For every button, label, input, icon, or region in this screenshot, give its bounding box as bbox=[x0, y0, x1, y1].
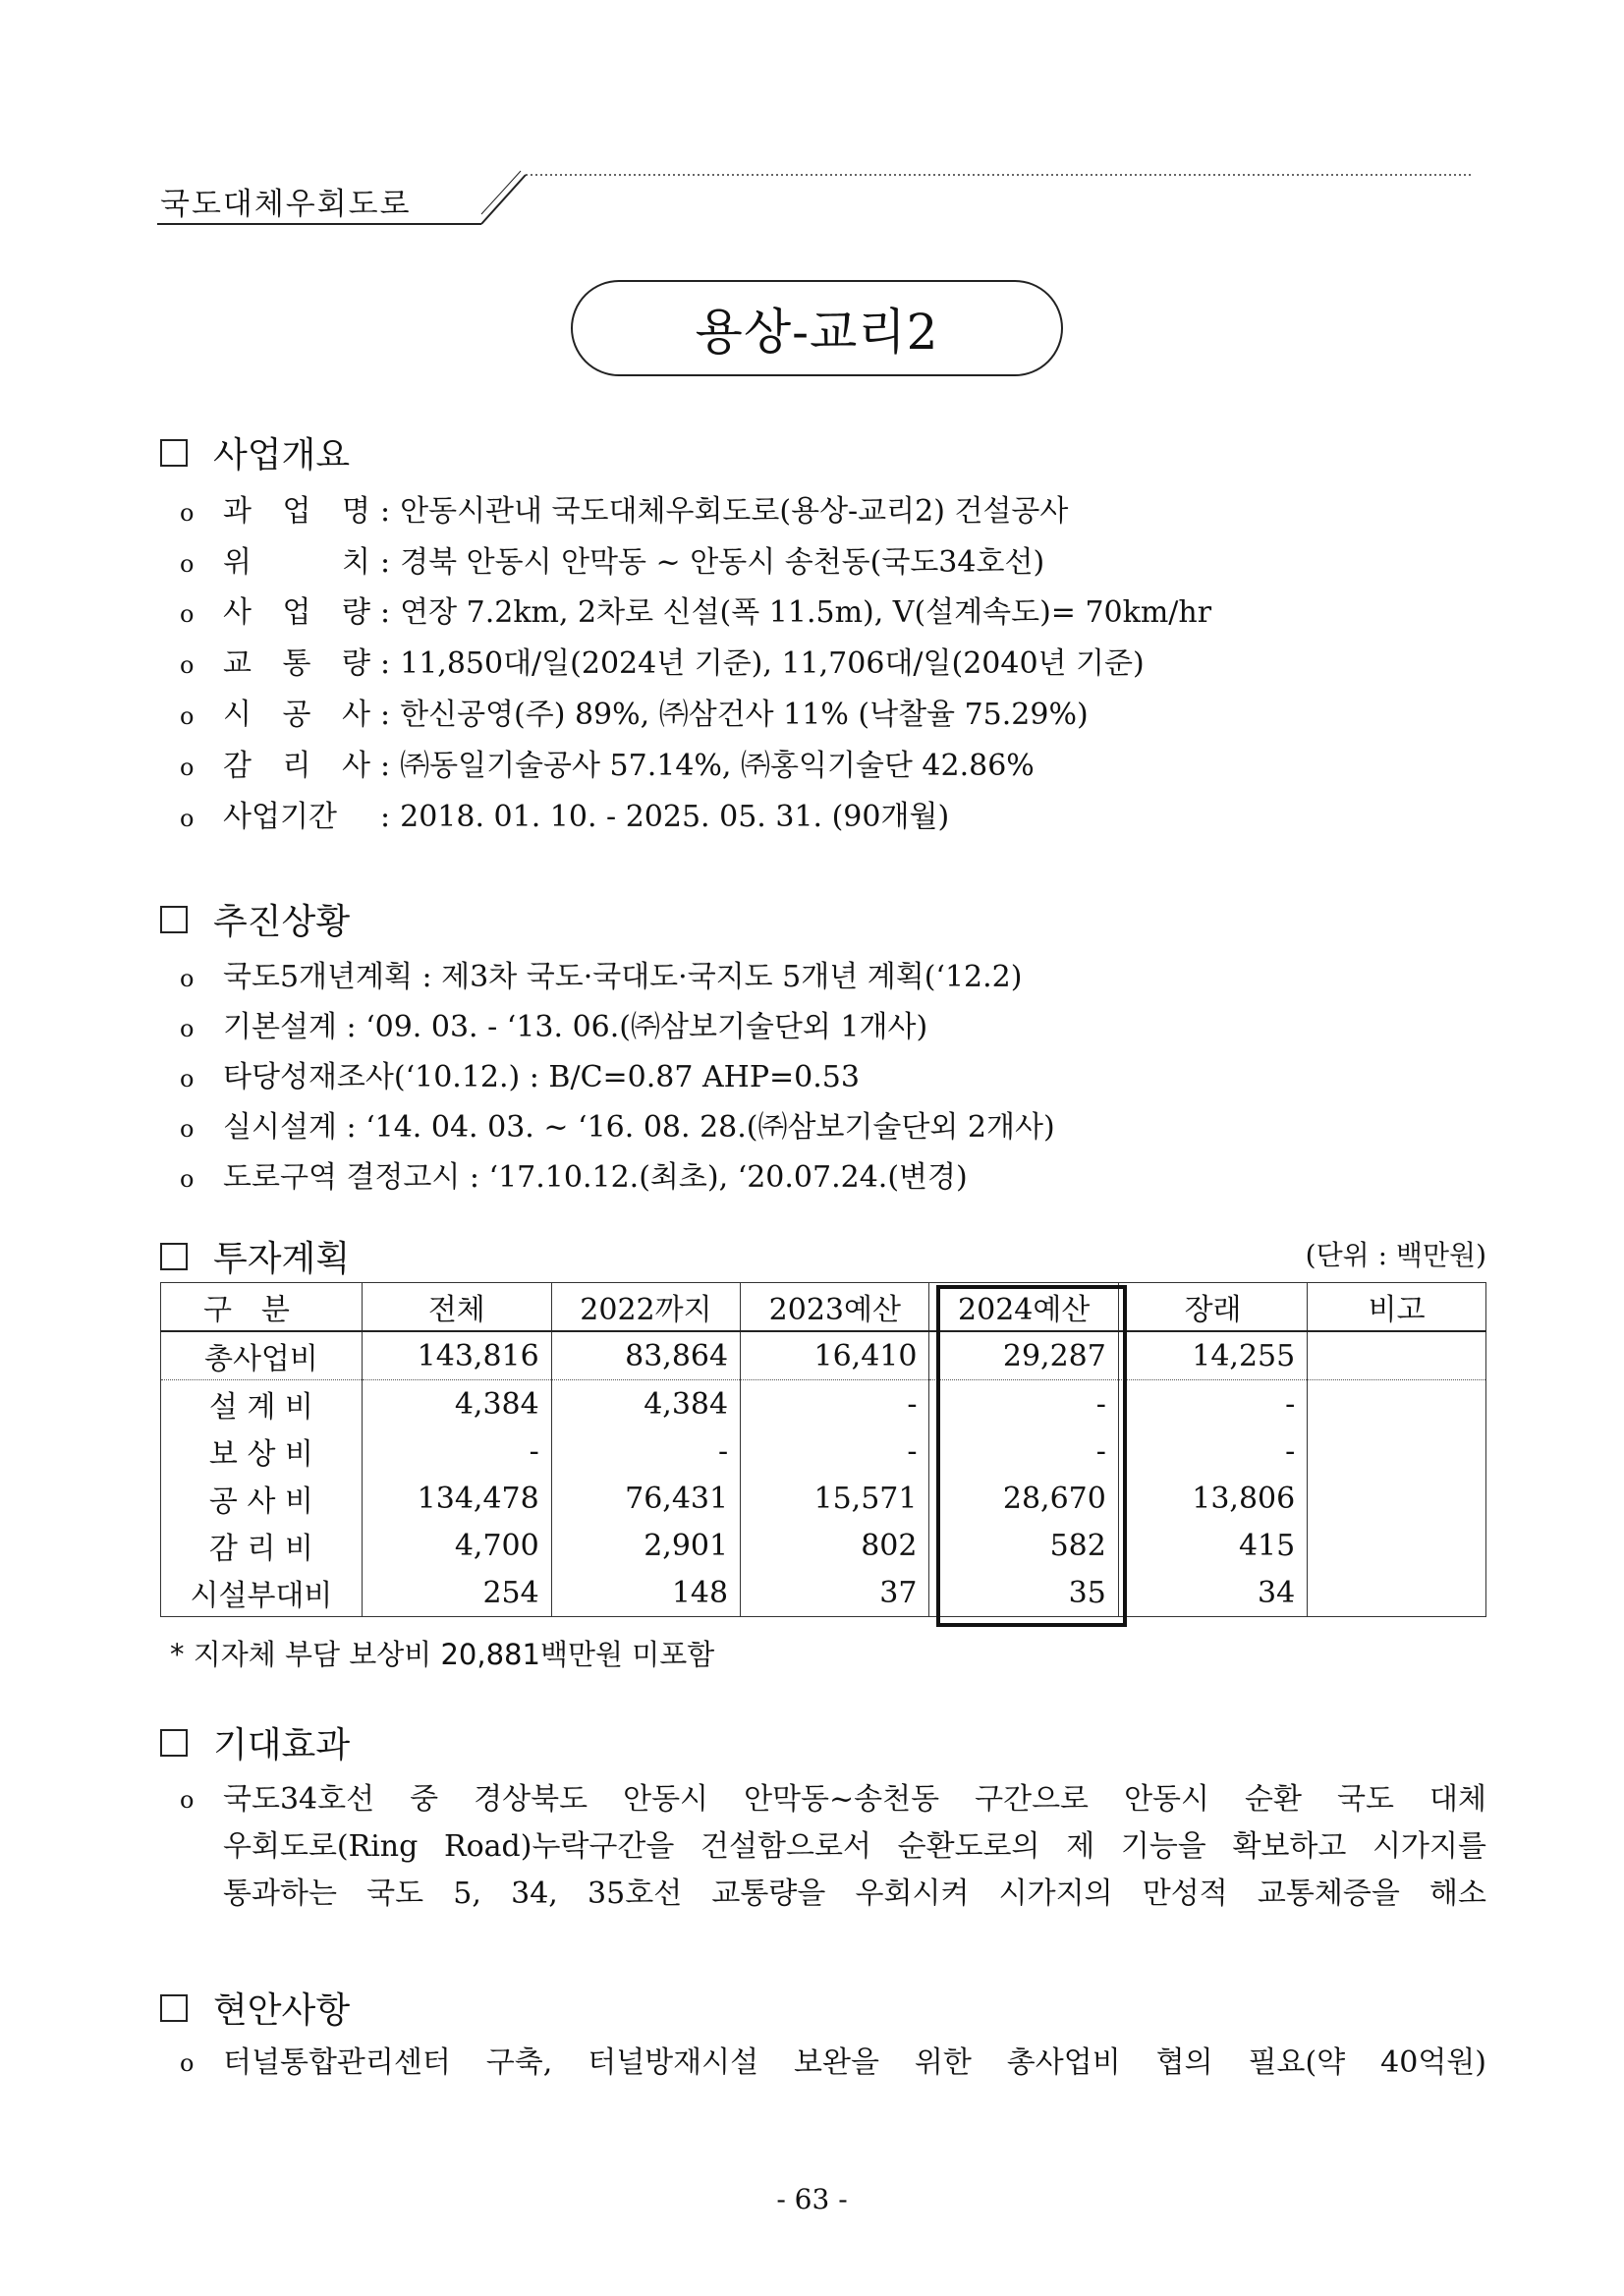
issue-text: 터널통합관리센터 구축, 터널방재시설 보완을 위한 총사업비 협의 필요(약 40억원) bbox=[223, 2045, 1486, 2080]
header-rule bbox=[157, 167, 1474, 236]
table-cell: 28,670 bbox=[929, 1475, 1118, 1522]
overview-item-value: ㈜동일기술공사 57.14%, ㈜홍익기술단 42.86% bbox=[400, 749, 1035, 783]
table-cell: 29,287 bbox=[929, 1331, 1118, 1380]
row-category: 설 계 비 bbox=[161, 1380, 363, 1428]
column-header: 2024예산 bbox=[929, 1283, 1118, 1332]
table-note: * 지자체 부담 보상비 20,881백만원 미포함 bbox=[170, 1638, 715, 1671]
table-cell: 16,410 bbox=[741, 1331, 929, 1380]
table-row bbox=[161, 1380, 1486, 1428]
paragraph-line: 우회도로(Ring Road)누락구간을 건설함으로서 순환도로의 제 기능을 확보하고 시가지를 bbox=[223, 1829, 1486, 1864]
column-header: 장래 bbox=[1118, 1283, 1307, 1332]
colon-separator: : bbox=[380, 646, 391, 681]
table-cell: 34 bbox=[1118, 1569, 1307, 1617]
column-header: 2023예산 bbox=[741, 1283, 929, 1332]
section-heading-text: 현안사항 bbox=[213, 1990, 351, 2031]
label-char: 사 bbox=[223, 595, 252, 630]
overview-item bbox=[180, 588, 1211, 631]
row-category: 공 사 비 bbox=[161, 1475, 363, 1522]
section-heading-issues bbox=[160, 1983, 350, 2033]
bullet-icon: o bbox=[180, 754, 195, 781]
row-category: 시설부대비 bbox=[161, 1569, 363, 1617]
progress-item-text: 실시설계 : ‘14. 04. 03. ~ ‘16. 08. 28.(㈜삼보기술단외 2개사) bbox=[223, 1110, 1055, 1145]
unit-label: (단위 : 백만원) bbox=[1305, 1239, 1486, 1271]
table-cell: - bbox=[1118, 1380, 1307, 1428]
table-cell: - bbox=[929, 1380, 1118, 1428]
section-heading-effects bbox=[160, 1717, 350, 1767]
row-category: 보 상 비 bbox=[161, 1428, 363, 1475]
overview-item-label bbox=[223, 792, 370, 835]
bullet-icon: o bbox=[180, 1015, 195, 1042]
checkbox-square-icon bbox=[160, 1243, 188, 1270]
bullet-icon: o bbox=[180, 1165, 195, 1193]
column-header: 구분 bbox=[161, 1283, 363, 1332]
table-cell: 76,431 bbox=[551, 1475, 740, 1522]
bullet-icon: o bbox=[180, 1065, 195, 1092]
overview-item bbox=[180, 792, 949, 835]
table-cell: 4,700 bbox=[362, 1522, 551, 1569]
label-char: 시 bbox=[223, 698, 252, 732]
progress-item bbox=[180, 1152, 968, 1196]
label-char: 명 bbox=[342, 494, 370, 529]
table-cell: - bbox=[1118, 1428, 1307, 1475]
table-cell: 802 bbox=[741, 1522, 929, 1569]
label-char: 업 bbox=[282, 595, 311, 630]
colon-separator: : bbox=[380, 545, 391, 580]
overview-item-label bbox=[223, 690, 370, 733]
label-char: 량 bbox=[342, 646, 370, 681]
effects-paragraph bbox=[180, 1776, 1486, 1918]
overview-item bbox=[180, 486, 1068, 530]
checkbox-square-icon bbox=[160, 1729, 188, 1757]
table-cell: - bbox=[929, 1428, 1118, 1475]
section-label: 국도대체우회도로 bbox=[160, 187, 412, 222]
checkbox-square-icon bbox=[160, 439, 188, 467]
table-cell: - bbox=[362, 1428, 551, 1475]
label-char: 사 bbox=[342, 749, 370, 783]
table-cell: 143,816 bbox=[362, 1331, 551, 1380]
page-number: - 63 - bbox=[776, 2183, 848, 2215]
overview-item-label bbox=[223, 537, 370, 581]
section-heading-text: 사업개요 bbox=[213, 435, 351, 476]
bullet-icon: o bbox=[180, 651, 195, 679]
section-heading-text: 기대효과 bbox=[213, 1725, 351, 1765]
table-cell bbox=[1308, 1522, 1486, 1569]
overview-item-label bbox=[223, 639, 370, 682]
row-category: 총사업비 bbox=[161, 1331, 363, 1380]
label-char: 교 bbox=[223, 646, 252, 681]
label-char: 리 bbox=[282, 749, 311, 783]
table-cell: 2,901 bbox=[551, 1522, 740, 1569]
table-cell: 83,864 bbox=[551, 1331, 740, 1380]
table-cell bbox=[1308, 1569, 1486, 1617]
label-char: 사 bbox=[342, 698, 370, 732]
table-cell: 134,478 bbox=[362, 1475, 551, 1522]
label-char: 통 bbox=[282, 646, 311, 681]
table-cell bbox=[1308, 1428, 1486, 1475]
label-char: 업 bbox=[282, 494, 311, 529]
column-header: 비고 bbox=[1308, 1283, 1486, 1332]
table-cell: 15,571 bbox=[741, 1475, 929, 1522]
progress-item-text: 기본설계 : ‘09. 03. - ‘13. 06.(㈜삼보기술단외 1개사) bbox=[223, 1010, 928, 1044]
overview-item-value: 안동시관내 국도대체우회도로(용상-교리2) 건설공사 bbox=[400, 494, 1069, 529]
bullet-icon: o bbox=[180, 805, 195, 832]
table-header-row bbox=[161, 1283, 1486, 1332]
table-row bbox=[161, 1331, 1486, 1380]
label-char: 위 bbox=[223, 545, 252, 580]
table-cell: - bbox=[551, 1428, 740, 1475]
bullet-icon: o bbox=[180, 600, 195, 628]
bullet-icon: o bbox=[180, 550, 195, 578]
table-cell: 148 bbox=[551, 1569, 740, 1617]
progress-item-text: 타당성재조사(‘10.12.) : B/C=0.87 AHP=0.53 bbox=[223, 1060, 860, 1094]
table-cell: 13,806 bbox=[1118, 1475, 1307, 1522]
section-heading-text: 추진상황 bbox=[213, 902, 351, 942]
checkbox-square-icon bbox=[160, 1994, 188, 2022]
table-cell: 254 bbox=[362, 1569, 551, 1617]
colon-separator: : bbox=[380, 595, 391, 630]
column-header: 전체 bbox=[362, 1283, 551, 1332]
bullet-icon: o bbox=[180, 965, 195, 992]
table-cell: 415 bbox=[1118, 1522, 1307, 1569]
table-cell: 4,384 bbox=[362, 1380, 551, 1428]
overview-item bbox=[180, 690, 1089, 733]
colon-separator: : bbox=[380, 494, 391, 529]
table-cell: 14,255 bbox=[1118, 1331, 1307, 1380]
label-char: 과 bbox=[223, 494, 252, 529]
progress-item bbox=[180, 1052, 860, 1095]
label-char: 감 bbox=[223, 749, 252, 783]
bullet-icon: o bbox=[180, 2049, 195, 2077]
table-cell: 37 bbox=[741, 1569, 929, 1617]
table-cell bbox=[1308, 1331, 1486, 1380]
bullet-icon: o bbox=[180, 702, 195, 730]
table-row bbox=[161, 1428, 1486, 1475]
progress-item-text: 국도5개년계획 : 제3차 국도·국대도·국지도 5개년 계획(‘12.2) bbox=[223, 960, 1023, 994]
table-cell: - bbox=[741, 1380, 929, 1428]
colon-separator: : bbox=[380, 698, 391, 732]
table-cell: 4,384 bbox=[551, 1380, 740, 1428]
overview-item-value: 한신공영(주) 89%, ㈜삼건사 11% (낙찰율 75.29%) bbox=[400, 698, 1089, 732]
progress-item bbox=[180, 1102, 1055, 1146]
table-cell bbox=[1308, 1380, 1486, 1428]
row-category: 감 리 비 bbox=[161, 1522, 363, 1569]
table-row bbox=[161, 1569, 1486, 1617]
bullet-icon: o bbox=[180, 1786, 195, 1814]
table-row bbox=[161, 1522, 1486, 1569]
issues-item bbox=[180, 2040, 1486, 2087]
overview-item-value: 11,850대/일(2024년 기준), 11,706대/일(2040년 기준) bbox=[400, 646, 1145, 681]
colon-separator: : bbox=[380, 749, 391, 783]
table-cell: - bbox=[741, 1428, 929, 1475]
bullet-icon: o bbox=[180, 1115, 195, 1143]
label-char: 사업기간 bbox=[223, 800, 337, 834]
table-cell bbox=[1308, 1475, 1486, 1522]
bullet-icon: o bbox=[180, 499, 195, 527]
overview-item-label bbox=[223, 588, 370, 631]
progress-item bbox=[180, 1002, 927, 1045]
overview-item-value: 연장 7.2km, 2차로 신설(폭 11.5m), V(설계속도)= 70km/hr bbox=[400, 595, 1212, 630]
table-cell: 582 bbox=[929, 1522, 1118, 1569]
page-title: 용상-교리2 bbox=[571, 280, 1063, 376]
label-char: 공 bbox=[282, 698, 311, 732]
label-char: 치 bbox=[342, 545, 370, 580]
overview-item bbox=[180, 537, 1044, 581]
section-heading-investment bbox=[160, 1231, 350, 1281]
overview-item bbox=[180, 741, 1035, 784]
progress-item-text: 도로구역 결정고시 : ‘17.10.12.(최초), ‘20.07.24.(변경) bbox=[223, 1160, 968, 1195]
column-header: 2022까지 bbox=[551, 1283, 740, 1332]
section-heading-progress bbox=[160, 894, 350, 944]
overview-item-label bbox=[223, 741, 370, 784]
overview-item-value: 경북 안동시 안막동 ~ 안동시 송천동(국도34호선) bbox=[400, 545, 1045, 580]
section-heading-text: 투자계획 bbox=[213, 1239, 351, 1279]
paragraph-line: 국도34호선 중 경상북도 안동시 안막동~송천동 구간으로 안동시 순환 국도 대체 bbox=[223, 1782, 1486, 1817]
table-cell: 35 bbox=[929, 1569, 1118, 1617]
investment-table bbox=[160, 1282, 1486, 1617]
colon-separator: : bbox=[380, 800, 391, 834]
section-heading-overview bbox=[160, 427, 350, 477]
overview-item-label bbox=[223, 486, 370, 530]
progress-item bbox=[180, 952, 1022, 995]
overview-item bbox=[180, 639, 1145, 682]
label-char: 량 bbox=[342, 595, 370, 630]
overview-item-value: 2018. 01. 10. - 2025. 05. 31. (90개월) bbox=[400, 800, 950, 834]
paragraph-line: 통과하는 국도 5, 34, 35호선 교통량을 우회시켜 시가지의 만성적 교통체증을 해소 bbox=[223, 1876, 1486, 1911]
table-row bbox=[161, 1475, 1486, 1522]
checkbox-square-icon bbox=[160, 906, 188, 933]
